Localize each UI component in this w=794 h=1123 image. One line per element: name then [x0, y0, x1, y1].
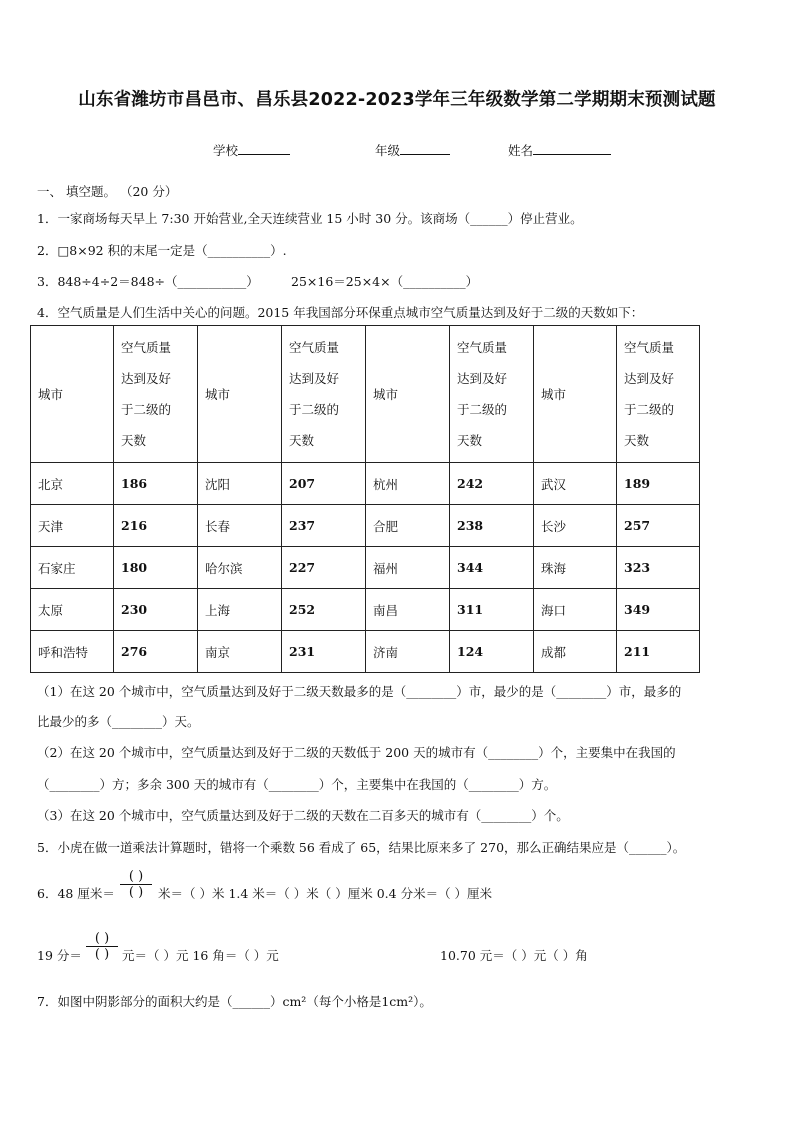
city-cell: 呼和浩特 [31, 631, 114, 673]
city-cell: 太原 [31, 589, 114, 631]
days-cell: 180 [114, 547, 198, 589]
grade-field[interactable] [375, 141, 450, 159]
city-cell: 上海 [198, 589, 282, 631]
days-cell: 231 [282, 631, 366, 673]
fraction-numerator: ( ) [128, 869, 144, 884]
days-cell: 186 [114, 463, 198, 505]
city-cell: 天津 [31, 505, 114, 547]
question-7: 7．如图中阴影部分的面积大约是（______）cm²（每个小格是1cm²）。 [37, 994, 432, 1009]
fraction-denominator: ( ) [94, 947, 110, 962]
fraction-denominator: ( ) [128, 885, 144, 900]
question-4-3: （3）在这 20 个城市中，空气质量达到及好于二级的天数在二百多天的城市有（________）个。 [37, 808, 569, 823]
city-cell: 长沙 [534, 505, 617, 547]
question-5: 5．小虎在做一道乘法计算题时，错将一个乘数 56 看成了 65，结果比原来多了 270，那么正确结果应是（______）。 [37, 840, 686, 855]
school-field[interactable] [213, 141, 290, 159]
days-cell: 124 [450, 631, 534, 673]
days-cell: 349 [617, 589, 700, 631]
air-quality-table [30, 325, 700, 673]
school-label: 学校 [213, 143, 239, 158]
header-city: 城市 [198, 326, 282, 463]
fraction-numerator: ( ) [94, 931, 110, 946]
days-cell: 227 [282, 547, 366, 589]
city-cell: 珠海 [534, 547, 617, 589]
table-row [31, 631, 700, 673]
page-title: 山东省潍坊市昌邑市、昌乐县2022-2023学年三年级数学第二学期期末预测试题 [78, 90, 716, 110]
question-6a-prefix: 6．48 厘米＝ [37, 886, 115, 901]
days-cell: 230 [114, 589, 198, 631]
days-cell: 242 [450, 463, 534, 505]
city-cell: 南昌 [366, 589, 450, 631]
header-days: 空气质量 达到及好 于二级的 天数 [617, 326, 700, 463]
header-days: 空气质量 达到及好 于二级的 天数 [282, 326, 366, 463]
grade-label: 年级 [375, 143, 401, 158]
days-cell: 238 [450, 505, 534, 547]
question-4-1: （1）在这 20 个城市中，空气质量达到及好于二级天数最多的是（________）市，最少的是（________）市，最多的 [37, 684, 682, 699]
question-4-1-cont: 比最少的多（________）天。 [37, 714, 200, 729]
days-cell: 257 [617, 505, 700, 547]
city-cell: 武汉 [534, 463, 617, 505]
question-4: 4．空气质量是人们生活中关心的问题。2015 年我国部分环保重点城市空气质量达到及好于二级的天数如下： [37, 305, 644, 320]
header-city: 城市 [31, 326, 114, 463]
days-cell: 276 [114, 631, 198, 673]
city-cell: 福州 [366, 547, 450, 589]
days-cell: 216 [114, 505, 198, 547]
days-cell: 211 [617, 631, 700, 673]
question-6b: 元＝（ ）元 16 角＝（ ）元 [122, 948, 279, 963]
name-label: 姓名 [508, 143, 534, 158]
header-days: 空气质量 达到及好 于二级的 天数 [114, 326, 198, 463]
table-row [31, 547, 700, 589]
question-6a: 米＝（ ）米 1.4 米＝（ ）米（ ）厘米 0.4 分米＝（ ）厘米 [158, 886, 493, 901]
city-cell: 石家庄 [31, 547, 114, 589]
days-cell: 237 [282, 505, 366, 547]
city-cell: 海口 [534, 589, 617, 631]
fraction-6b [86, 931, 118, 962]
question-3b: 25×16＝25×4×（__________） [291, 274, 479, 289]
days-cell: 207 [282, 463, 366, 505]
city-cell: 北京 [31, 463, 114, 505]
question-2: 2．□8×92 积的末尾一定是（__________）. [37, 243, 287, 258]
days-cell: 311 [450, 589, 534, 631]
city-cell: 济南 [366, 631, 450, 673]
question-1: 1．一家商场每天早上 7:30 开始营业,全天连续营业 15 小时 30 分。该商场（______）停止营业。 [37, 211, 583, 226]
header-city: 城市 [534, 326, 617, 463]
city-cell: 长春 [198, 505, 282, 547]
days-cell: 344 [450, 547, 534, 589]
question-4-2-cont: （________）方；多余 300 天的城市有（________）个，主要集中在我国的（________）方。 [37, 777, 557, 792]
city-cell: 合肥 [366, 505, 450, 547]
city-cell: 杭州 [366, 463, 450, 505]
table-header-row [31, 326, 700, 463]
days-cell: 323 [617, 547, 700, 589]
header-city: 城市 [366, 326, 450, 463]
city-cell: 哈尔滨 [198, 547, 282, 589]
question-3a: 3．848÷4÷2＝848÷（___________） [37, 274, 259, 289]
city-cell: 成都 [534, 631, 617, 673]
question-6c: 10.70 元＝（ ）元（ ）角 [440, 948, 588, 963]
question-4-2: （2）在这 20 个城市中，空气质量达到及好于二级的天数低于 200 天的城市有（________）个，主要集中在我国的 [37, 745, 676, 760]
header-days: 空气质量 达到及好 于二级的 天数 [450, 326, 534, 463]
table-row [31, 589, 700, 631]
days-cell: 189 [617, 463, 700, 505]
section-heading: 一、 填空题。 （20 分） [37, 184, 178, 199]
name-field[interactable] [508, 141, 611, 159]
table-row [31, 505, 700, 547]
city-cell: 南京 [198, 631, 282, 673]
question-6b-prefix: 19 分＝ [37, 948, 82, 963]
table-row [31, 463, 700, 505]
city-cell: 沈阳 [198, 463, 282, 505]
fraction-6a [120, 869, 152, 900]
days-cell: 252 [282, 589, 366, 631]
